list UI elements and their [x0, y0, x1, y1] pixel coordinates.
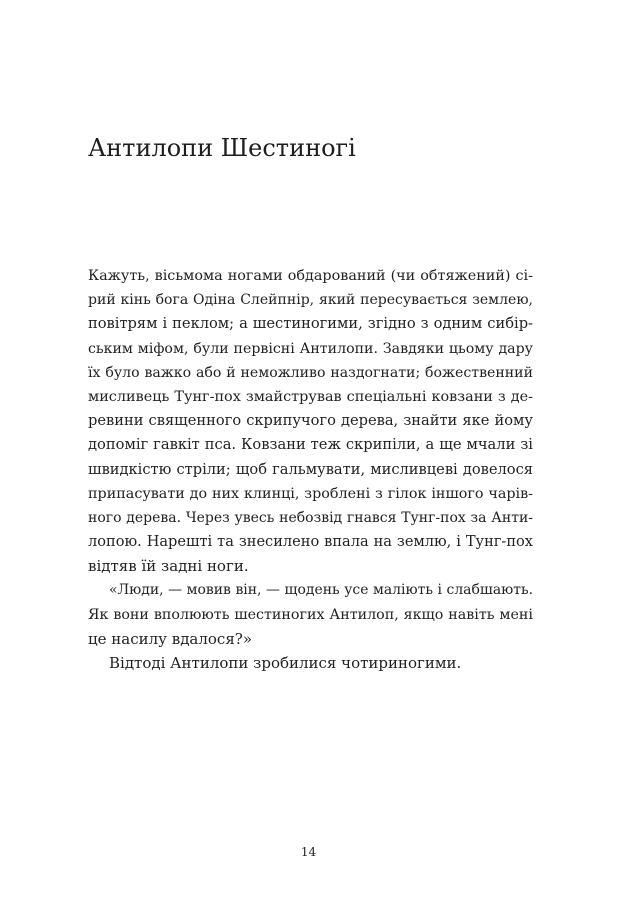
text-line: лопою. Нарешті та знесилено впала на землю, і Тунг-пох — [88, 533, 533, 551]
text-line: рий кінь бога Одіна Слейпнір, який пересувається землею, — [88, 292, 533, 309]
text-line: «Люди, — мовив він, — щодень усе маліють і слабшають. — [109, 582, 533, 599]
text-line: ного дерева. Через увесь небозвід гнався Тунг-пох за Анти- — [88, 509, 533, 526]
text-line: це насилу вдалося?» — [88, 629, 253, 648]
text-line: ревини священного скрипучого дерева, знайти яке йому — [88, 412, 533, 430]
text-line: припасувати до них клинці, зроблені з гілок іншого чарів- — [88, 485, 533, 502]
text-line: Як вони вполюють шестиногих Антилоп, якщо навіть мені — [88, 606, 533, 623]
text-line: швидкістю стріли; щоб гальмувати, мисливцеві довелося — [88, 460, 533, 478]
text-line: відтяв їй задні ноги. — [88, 557, 249, 576]
body-text — [88, 264, 533, 675]
text-line: мисливець Тунг-пох змайстрував спеціальні ковзани з де- — [88, 388, 533, 405]
text-line: Кажуть, вісьмома ногами обдарований (чи обтяжений) сі- — [88, 268, 533, 284]
chapter-title: Антилопи Шестиногі — [88, 134, 356, 162]
text-line: повітрям і пеклом; а шестиногими, згідно з одним сибір- — [88, 315, 533, 333]
text-line: їх було важко або й неможливо наздогнати; божественний — [88, 364, 533, 381]
page-number: 14 — [300, 845, 317, 859]
text-line: допоміг гавкіт пса. Ковзани теж скрипіли, а ще мчали зі — [88, 436, 533, 454]
text-line: ським міфом, були первісні Антилопи. Завдяки цьому дару — [88, 340, 533, 357]
text-line: Відтоді Антилопи зробилися чотириногими. — [109, 654, 462, 672]
